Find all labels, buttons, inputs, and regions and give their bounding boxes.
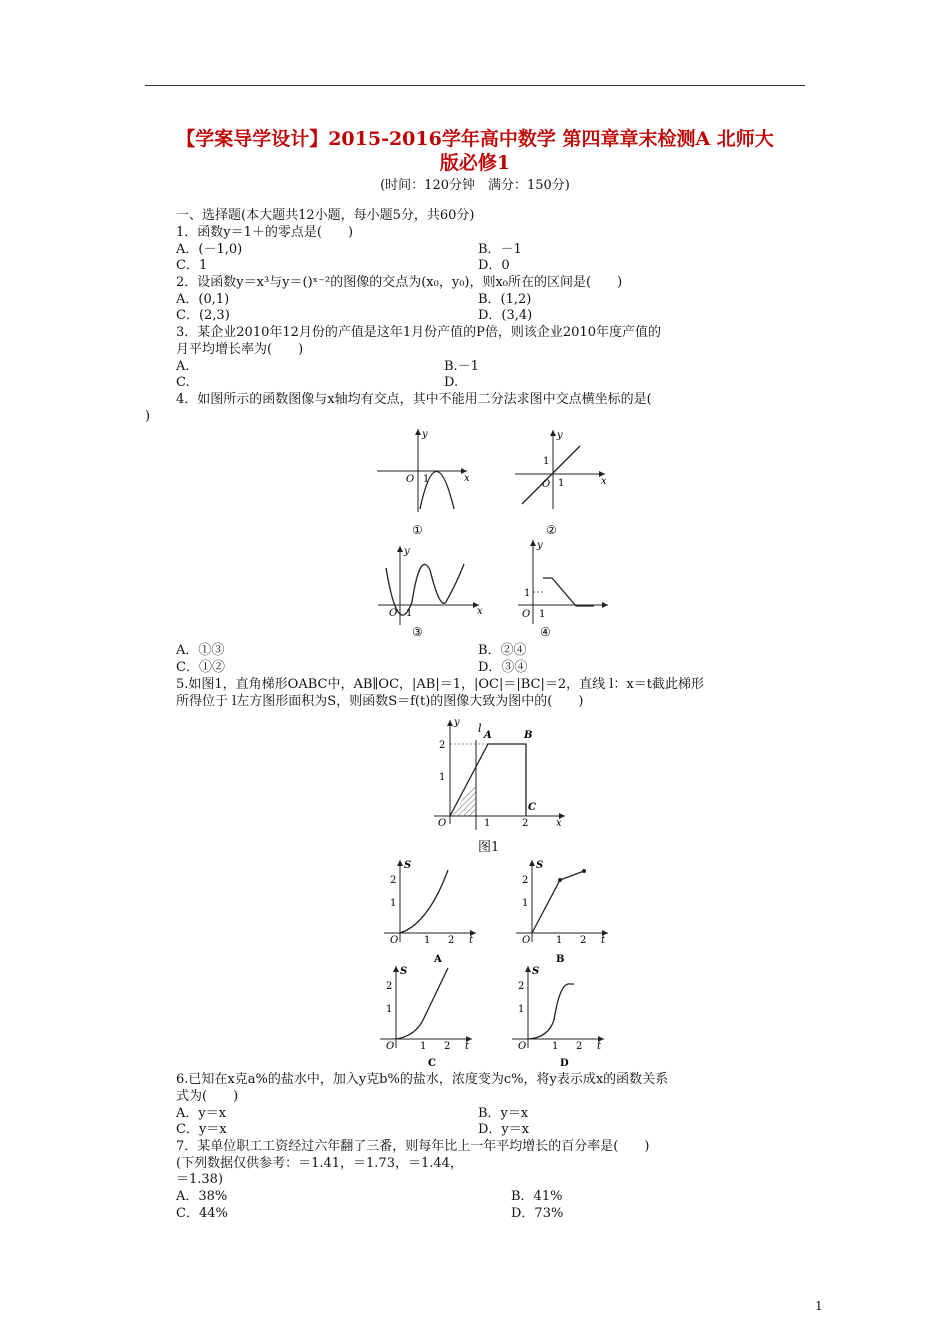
svg-text:y: y	[404, 546, 410, 557]
svg-text:2: 2	[448, 935, 455, 946]
section-heading: 一、选择题(本大题共12小题，每小题5分，共60分)	[176, 208, 475, 223]
svg-text:S: S	[536, 860, 544, 871]
svg-text:1: 1	[423, 474, 430, 485]
svg-text:C: C	[428, 1058, 436, 1069]
svg-text:y: y	[454, 717, 460, 728]
q3-stem-line1: 3．某企业2010年12月份的产值是这年1月份产值的P倍，则该企业2010年度产值的	[176, 325, 661, 340]
q4-graph-3	[374, 540, 490, 640]
q5-choice-b-graph	[508, 854, 618, 966]
figure-1-caption: 图1	[478, 840, 500, 855]
q5-stem-line2: 所得位于 l左方图形面积为S，则函数S＝f(t)的图像大致为图中的( )	[176, 694, 584, 709]
q3-option-d: D.	[444, 375, 459, 390]
q5-choice-c-graph	[372, 960, 482, 1072]
q2-option-d: D．(3,4)	[478, 308, 533, 323]
svg-text:x: x	[477, 606, 483, 617]
q4-option-b: B．②④	[478, 643, 527, 658]
q6-option-c: C．y＝x	[176, 1122, 227, 1137]
q4-graph-2	[510, 424, 620, 542]
svg-text:O: O	[518, 1041, 527, 1052]
svg-text:D: D	[560, 1058, 569, 1069]
q3-option-c: C.	[176, 375, 190, 390]
svg-text:O: O	[389, 608, 398, 619]
svg-text:2: 2	[439, 740, 446, 751]
q7-option-c: C．44%	[176, 1206, 228, 1221]
svg-text:1: 1	[556, 935, 563, 946]
svg-text:O: O	[390, 935, 399, 946]
svg-text:t: t	[597, 1041, 602, 1052]
q3-stem-line2: 月平均增长率为( )	[176, 342, 304, 357]
q6-option-d: D．y＝x	[478, 1122, 530, 1137]
svg-text:B: B	[556, 954, 565, 965]
svg-text:1: 1	[552, 1041, 559, 1052]
page-number: 1	[815, 1299, 823, 1313]
svg-text:O: O	[522, 609, 531, 620]
q6-stem-line2: 式为( )	[176, 1089, 239, 1104]
svg-text:1: 1	[386, 1004, 393, 1015]
q2-stem: 2．设函数y＝x³与y＝()ˣ⁻²的图像的交点为(x₀，y₀)，则x₀所在的区间是( )	[176, 275, 623, 290]
q1-option-c: C．1	[176, 258, 208, 273]
q6-option-a: A．y＝x	[176, 1106, 227, 1121]
svg-text:2: 2	[522, 875, 529, 886]
document-title: 【学案导学设计】2015-2016学年高中数学 第四章章末检测A 北师大 版必修1	[176, 128, 774, 174]
q5-choice-a-graph	[376, 854, 486, 966]
svg-text:x: x	[601, 476, 607, 487]
svg-text:1: 1	[420, 1041, 427, 1052]
header-rule	[145, 85, 805, 86]
q4-option-a: A．①③	[176, 643, 225, 658]
svg-text:1: 1	[539, 609, 546, 620]
graph-1-label: ①	[412, 523, 423, 537]
q3-option-b: B.－1	[444, 359, 479, 374]
svg-text:O: O	[386, 1041, 395, 1052]
q2-option-c: C．(2,3)	[176, 308, 230, 323]
svg-text:C: C	[528, 802, 536, 813]
svg-text:1: 1	[558, 478, 565, 489]
svg-text:S: S	[404, 860, 412, 871]
q7-option-a: A．38%	[176, 1189, 228, 1204]
q2-option-b: B．(1,2)	[478, 292, 532, 307]
graph-3-label: ③	[412, 625, 423, 639]
svg-text:2: 2	[390, 875, 397, 886]
svg-text:1: 1	[424, 935, 431, 946]
svg-text:2: 2	[580, 935, 587, 946]
svg-text:A: A	[484, 730, 492, 741]
svg-text:y: y	[557, 430, 563, 441]
svg-text:2: 2	[386, 981, 393, 992]
q4-graph-1	[372, 424, 482, 542]
svg-text:1: 1	[518, 1004, 525, 1015]
svg-text:1: 1	[439, 772, 446, 783]
svg-text:y: y	[537, 540, 543, 551]
q5-stem-line1: 5.如图1，直角梯形OABC中，AB∥OC，|AB|＝1，|OC|＝|BC|＝2，直线 l：x＝t截此梯形	[176, 677, 704, 692]
svg-text:O: O	[438, 818, 447, 829]
q6-stem-line1: 6.已知在x克a%的盐水中，加入y克b%的盐水，浓度变为c%，将y表示成x的函数关系	[176, 1072, 669, 1087]
svg-text:1: 1	[484, 818, 491, 829]
svg-text:x: x	[556, 818, 562, 829]
svg-text:O: O	[542, 479, 551, 490]
q7-option-b: B．41%	[511, 1189, 563, 1204]
svg-text:2: 2	[522, 818, 529, 829]
svg-text:1: 1	[522, 898, 529, 909]
q5-figure-1	[420, 712, 580, 832]
svg-text:1: 1	[524, 588, 531, 599]
svg-text:t: t	[465, 1041, 470, 1052]
q5-choice-d-graph	[504, 960, 614, 1072]
svg-text:x: x	[464, 473, 470, 484]
svg-text:2: 2	[444, 1041, 451, 1052]
q1-option-b: B．－1	[478, 242, 522, 257]
svg-text:1: 1	[406, 608, 413, 619]
svg-text:2: 2	[576, 1041, 583, 1052]
graph-2-label: ②	[546, 523, 557, 537]
q1-stem: 1．函数y＝1＋的零点是( )	[176, 225, 354, 240]
q6-option-b: B．y＝x	[478, 1106, 529, 1121]
graph-4-label: ④	[540, 625, 551, 639]
svg-text:A: A	[434, 954, 442, 965]
svg-text:t: t	[469, 935, 474, 946]
svg-text:B: B	[524, 730, 533, 741]
svg-text:O: O	[522, 935, 531, 946]
svg-text:t: t	[601, 935, 606, 946]
q1-option-a: A．(－1,0)	[176, 242, 243, 257]
svg-text:2: 2	[518, 981, 525, 992]
q1-option-d: D．0	[478, 258, 510, 273]
q7-stem-line1: 7．某单位职工工资经过六年翻了三番，则每年比上一年平均增长的百分率是( )	[176, 1139, 650, 1154]
svg-text:l: l	[478, 722, 482, 735]
q4-graph-4	[512, 536, 622, 640]
q4-option-c: C．①②	[176, 660, 225, 675]
q4-stem-line2: )	[145, 409, 151, 424]
q7-stem-line3: ＝1.38)	[176, 1172, 224, 1187]
exam-info: (时间：120分钟 满分：150分)	[380, 178, 570, 193]
svg-text:y: y	[422, 429, 428, 440]
q7-stem-line2: (下列数据仅供参考：＝1.41，＝1.73，＝1.44，	[176, 1156, 463, 1171]
svg-text:1: 1	[390, 898, 397, 909]
q3-option-a: A.	[176, 359, 190, 374]
q7-option-d: D．73%	[511, 1206, 564, 1221]
q4-stem-line1: 4．如图所示的函数图像与x轴均有交点，其中不能用二分法求图中交点横坐标的是(	[176, 392, 652, 407]
svg-text:S: S	[532, 966, 540, 977]
svg-text:1: 1	[543, 456, 550, 467]
q2-option-a: A．(0,1)	[176, 292, 230, 307]
svg-text:O: O	[406, 474, 415, 485]
svg-text:S: S	[400, 966, 408, 977]
q4-option-d: D．③④	[478, 660, 528, 675]
